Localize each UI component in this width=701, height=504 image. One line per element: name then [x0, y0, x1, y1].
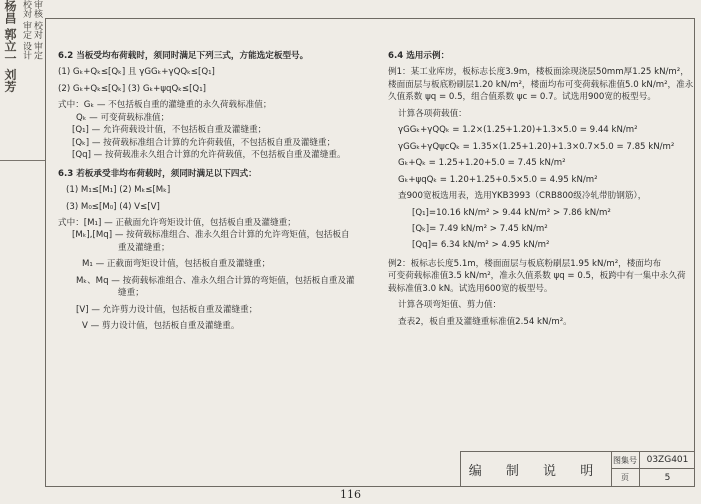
page-number: 116	[340, 488, 361, 501]
example2-line3: 载标准值3.0 kN。试选用600宽的板型号。	[388, 283, 553, 294]
example2-line2: 可变荷载标准值3.5 kN/m²，准永久值系数 ψq = 0.5，板跨中有一集中永久荷	[388, 271, 686, 282]
example2-table: 查表2，板自重及灌缝重标准值2.54 kN/m²。	[398, 316, 572, 327]
sidebar-col-1: 校対 审定 设计	[21, 0, 31, 60]
title-block-grid	[611, 452, 695, 486]
where-mk-mq-cont: 缝重；	[118, 288, 144, 299]
signature-sidebar	[0, 0, 45, 160]
atlas-row	[611, 452, 695, 469]
page-row	[611, 469, 695, 486]
where-mk-cont: 重及灌缝重；	[118, 242, 170, 253]
definition-qk: Qₖ — 可变荷载标准值；	[76, 112, 170, 123]
example2-calc: 计算各项弯矩值、剪力值：	[398, 300, 502, 311]
result-q1: [Q₁]=10.16 kN/m² > 9.44 kN/m² > 7.86 kN/m²	[412, 207, 611, 218]
example2-line1: 例2：板标志长度5.1m，楼面面层与板底粉刷层1.95 kN/m²，楼面均布	[388, 258, 662, 269]
sidebar-rule	[0, 160, 45, 161]
example1-line2: 楼面面层与板底粉刷层1.20 kN/m²，楼面均布可变荷载标准值5.0 kN/m²，准永	[388, 79, 694, 90]
atlas-label: 图集号	[611, 452, 640, 468]
document-title: 编 制 说 明	[461, 452, 612, 486]
definition-q2: [Qₖ] — 按荷载标准组合计算的允许荷载值，不包括板自重及灌缝重；	[72, 137, 336, 148]
calc-1: γGGₖ+γQQₖ = 1.2×(1.25+1.20)+1.3×5.0 = 9.44 kN/m²	[398, 125, 638, 136]
right-column	[388, 50, 698, 328]
calc-heading: 计算各项荷载值：	[398, 108, 467, 119]
calc-4: Gₖ+ψqQₖ = 1.20+1.25+0.5×5.0 = 4.95 kN/m²	[398, 174, 598, 185]
example1-line1: 例1：某工业库房，板标志长度3.9m，楼板面涂现浇层50mm厚1.25 kN/m²，	[388, 67, 689, 78]
where-m1-design: M₁ — 正截面弯矩设计值，包括板自重及灌缝重；	[82, 259, 271, 270]
handwritten-signatures: 杨昌 郭立一 刘芳	[3, 0, 17, 93]
where-mk-mq: Mₖ、Mq — 按荷载标准组合、准永久组合计算的弯矩值，包括板自重及灌	[76, 275, 355, 286]
formula-1: (1) Gₖ+Qₖ≤[Qₖ] 且 γGGₖ+γQQₖ≤[Q₁]	[58, 67, 215, 78]
where-v: V — 剪力设计值，包括板自重及灌缝重。	[82, 321, 240, 332]
calc-2: γGGₖ+γQψcQₖ = 1.35×(1.25+1.20)+1.3×0.7×5.0 = 7.85 kN/m²	[398, 141, 675, 152]
section-6-3: 6.3 若板承受非均布荷载时，须同时满足以下四式：	[58, 168, 257, 179]
section-6-2: 6.2 当板受均布荷载时，须同时满足下列三式，方能选定板型号。	[58, 51, 309, 61]
page-label: 页	[611, 469, 640, 486]
condition-1-2: (1) M₁≤[M₁] (2) Mₖ≤[Mₖ]	[66, 185, 171, 196]
where-mk: [Mₖ],[Mq] — 按荷载标准组合、准永久组合计算的允许弯矩值，包括板自	[72, 230, 350, 241]
definition-gk: 式中：Gₖ — 不包括板自重的灌缝重的永久荷载标准值；	[58, 100, 272, 111]
formula-2-3: (2) Gₖ+Qₖ≤[Qₖ] (3) Gₖ+ψqQₖ≤[Q₁]	[58, 83, 206, 94]
calc-5: 查900宽板选用表，选用YKB3993（CRB800级冷轧带肋钢筋），	[398, 191, 647, 202]
title-block	[460, 451, 695, 486]
definition-q1: [Q₁] — 允许荷载设计值，不包括板自重及灌缝重；	[72, 125, 267, 136]
example1-line3: 久值系数 ψq = 0.5，组合值系数 ψc = 0.7。试选用900宽的板型号。	[388, 92, 656, 103]
where-v-allow: [V] — 允许剪力设计值，包括板自重及灌缝重；	[76, 304, 258, 315]
atlas-number: 03ZG401	[646, 455, 689, 465]
section-6-4: 6.4 选用示例：	[388, 51, 450, 61]
condition-3-4: (3) M₀≤[M₀] (4) V≤[V]	[66, 201, 160, 212]
left-column	[58, 50, 358, 333]
sheet-page-number: 5	[664, 472, 671, 483]
calc-3: Gₖ+Qₖ = 1.25+1.20+5.0 = 7.45 kN/m²	[398, 158, 566, 169]
sidebar-col-2: 审核 校对 审定	[32, 0, 42, 60]
result-qk: [Qₖ]= 7.49 kN/m² > 7.45 kN/m²	[412, 223, 548, 234]
definition-q3: [Qq] — 按荷载准永久组合计算的允许荷载值，不包括板自重及灌缝重。	[72, 150, 346, 161]
where-m1: 式中：[M₁] — 正截面允许弯矩设计值，包括板自重及灌缝重；	[58, 217, 296, 228]
result-qq: [Qq]= 6.34 kN/m² > 4.95 kN/m²	[412, 240, 550, 251]
